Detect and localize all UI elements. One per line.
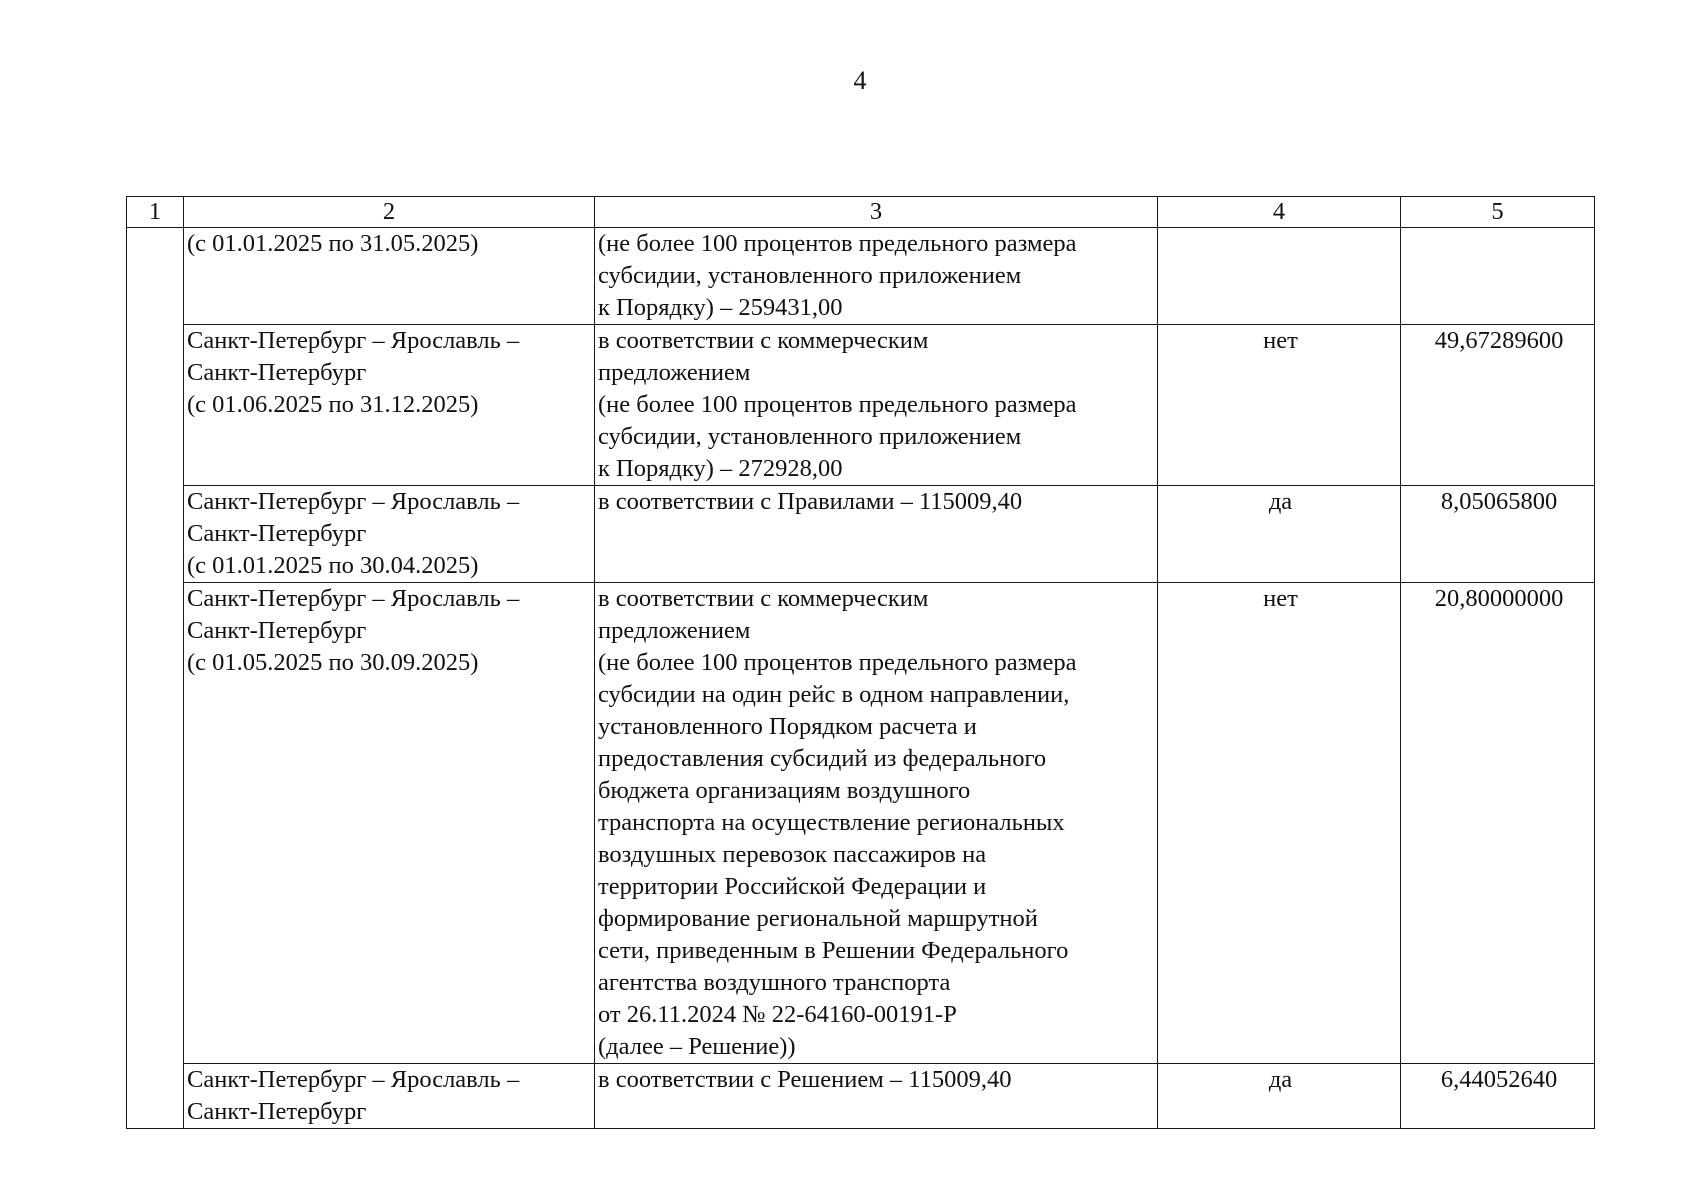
flag-cell: нет [1158, 325, 1401, 486]
table-row [127, 1064, 1595, 1129]
column-header-5: 5 [1401, 197, 1595, 228]
value-cell: 6,44052640 [1401, 1064, 1595, 1129]
flag-cell: да [1158, 1064, 1401, 1129]
column-header-3: 3 [595, 197, 1158, 228]
route-cell: Санкт-Петербург – Ярославль – Санкт-Петербург (с 01.01.2025 по 30.04.2025) [184, 486, 595, 583]
subsidy-cell: в соответствии с Решением – 115009,40 [595, 1064, 1158, 1129]
route-cell: Санкт-Петербург – Ярославль – Санкт-Петербург (с 01.05.2025 по 30.09.2025) [184, 583, 595, 1064]
column-header-1: 1 [127, 197, 184, 228]
column-header-4: 4 [1158, 197, 1401, 228]
subsidy-cell: (не более 100 процентов предельного размера субсидии, установленного приложением к Порядку) – 259431,00 [595, 228, 1158, 325]
merged-number-cell [127, 228, 184, 1129]
route-cell: Санкт-Петербург – Ярославль – Санкт-Петербург (с 01.06.2025 по 31.12.2025) [184, 325, 595, 486]
flag-cell [1158, 228, 1401, 325]
value-cell [1401, 228, 1595, 325]
subsidy-table [126, 196, 1595, 1129]
table-row [127, 325, 1595, 486]
route-cell: Санкт-Петербург – Ярославль – Санкт-Петербург [184, 1064, 595, 1129]
value-cell: 8,05065800 [1401, 486, 1595, 583]
subsidy-cell: в соответствии с Правилами – 115009,40 [595, 486, 1158, 583]
value-cell: 20,80000000 [1401, 583, 1595, 1064]
column-header-2: 2 [184, 197, 595, 228]
subsidy-cell: в соответствии с коммерческим предложением (не более 100 процентов предельного размера субсидии, установленного приложением к Порядку) – 272928,00 [595, 325, 1158, 486]
flag-cell: да [1158, 486, 1401, 583]
route-cell: (с 01.01.2025 по 31.05.2025) [184, 228, 595, 325]
subsidy-cell: в соответствии с коммерческим предложением (не более 100 процентов предельного размера субсидии на один рейс в одном направлении, установленного Порядком расчета и предоставления субсидий из федерального бюджета организациям воздушного транспорта на осуществление региональных воздушных перевозок пассажиров на территории Российской Федерации и формирование региональной маршрутной сети, приведенным в Решении Федерального агентства воздушного транспорта от 26.11.2024 № 22-64160-00191-Р (далее – Решение)) [595, 583, 1158, 1064]
flag-cell: нет [1158, 583, 1401, 1064]
table-row [127, 486, 1595, 583]
value-cell: 49,67289600 [1401, 325, 1595, 486]
table-row [127, 228, 1595, 325]
table-header-row [127, 197, 1595, 228]
table-row [127, 583, 1595, 1064]
page-number: 4 [853, 66, 867, 95]
